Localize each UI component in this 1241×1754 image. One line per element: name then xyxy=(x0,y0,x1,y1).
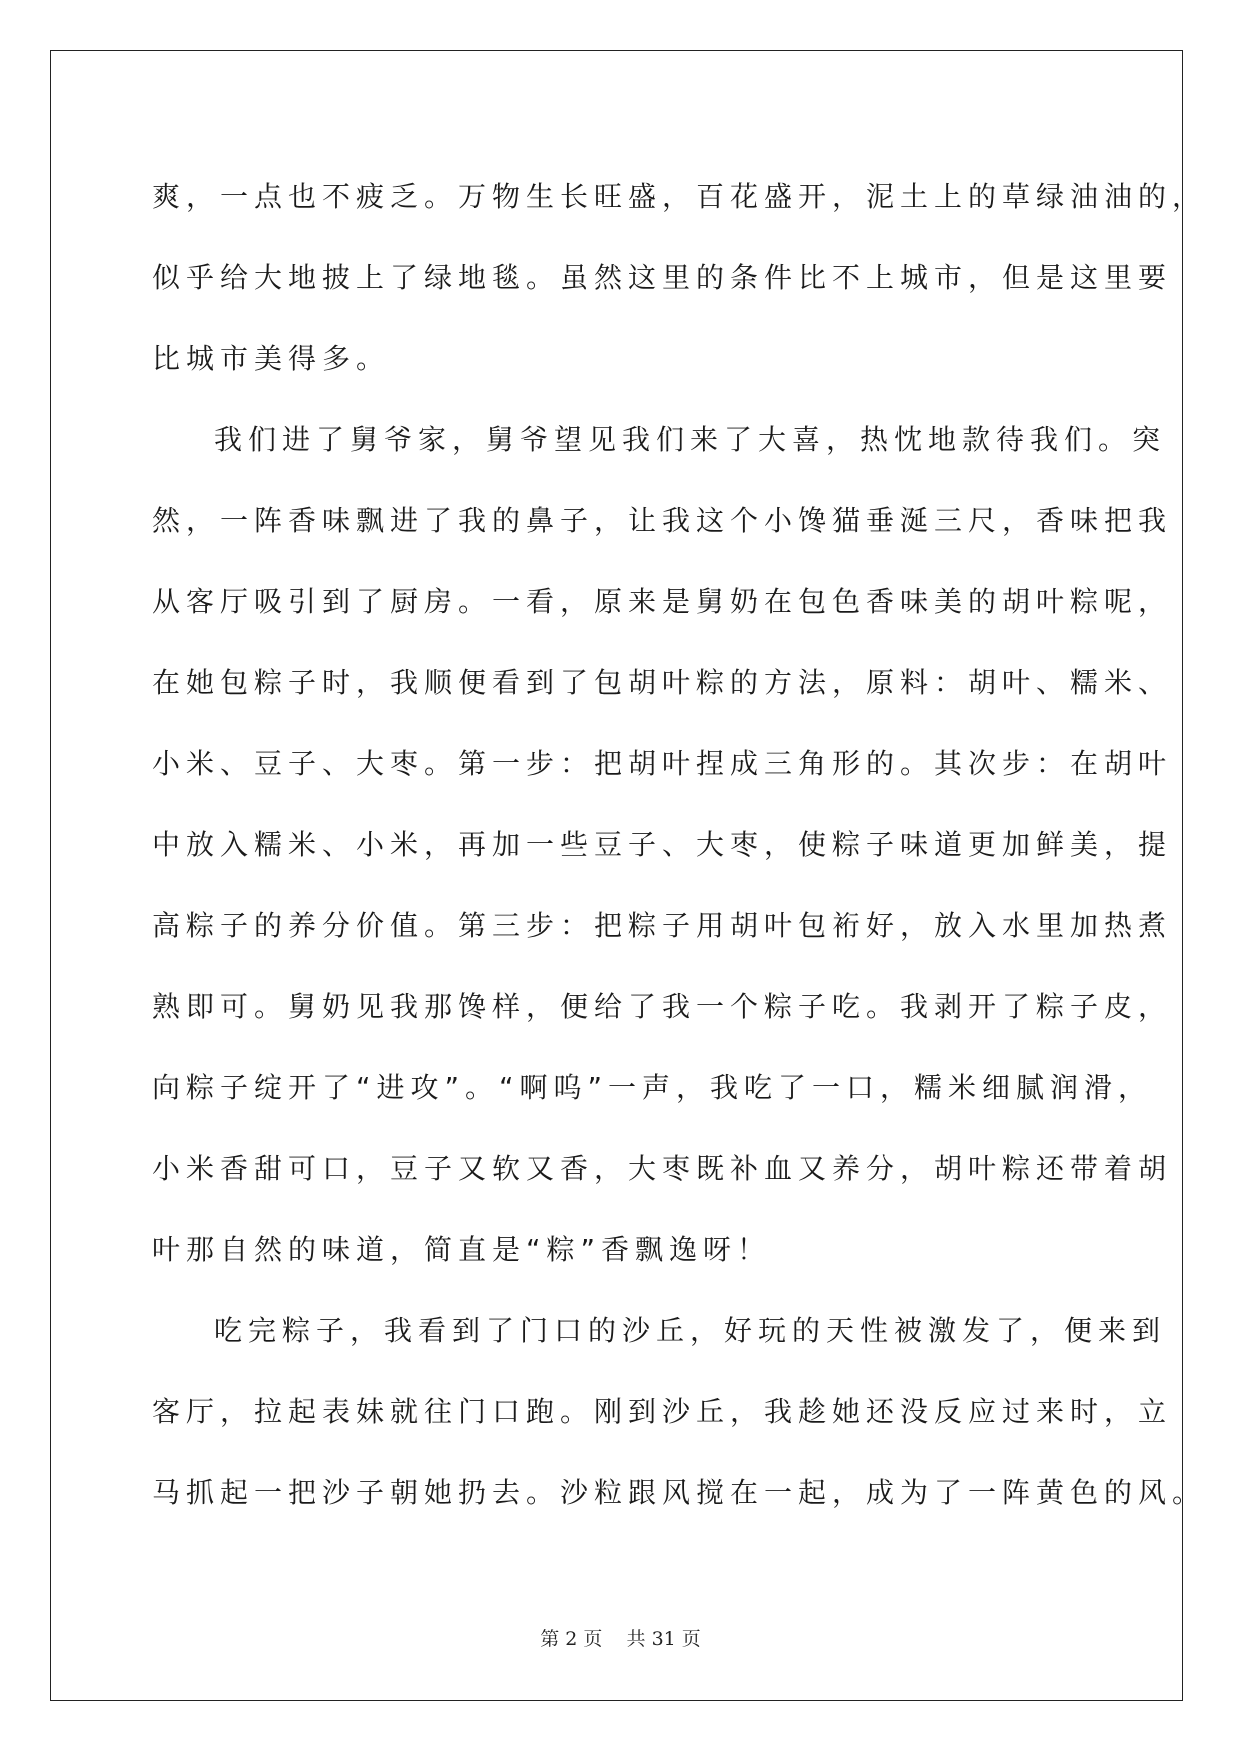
page-number: 第 2 页 共 31 页 xyxy=(540,1628,701,1650)
text-line: 我们进了舅爷家，舅爷望见我们来了大喜，热忱地款待我们。突 xyxy=(214,423,1167,456)
text-line: 吃完粽子，我看到了门口的沙丘，好玩的天性被激发了，便来到 xyxy=(214,1314,1167,1347)
text-line: 向粽子绽开了“进攻”。“啊呜”一声，我吃了一口，糯米细腻润滑， xyxy=(152,1071,1153,1104)
text-line: 小米、豆子、大枣。第一步：把胡叶捏成三角形的。其次步：在胡叶 xyxy=(152,747,1173,780)
text-line: 比城市美得多。 xyxy=(152,342,391,375)
text-line: 小米香甜可口，豆子又软又香，大枣既补血又养分，胡叶粽还带着胡 xyxy=(152,1152,1173,1185)
text-line: 爽，一点也不疲乏。万物生长旺盛，百花盛开，泥土上的草绿油油的， xyxy=(152,180,1207,213)
text-line: 在她包粽子时，我顺便看到了包胡叶粽的方法，原料：胡叶、糯米、 xyxy=(152,666,1173,699)
text-line: 叶那自然的味道，简直是“粽”香飘逸呀！ xyxy=(152,1233,772,1266)
text-line: 似乎给大地披上了绿地毯。虽然这里的条件比不上城市，但是这里要 xyxy=(152,261,1173,294)
text-line: 熟即可。舅奶见我那馋样，便给了我一个粽子吃。我剥开了粽子皮， xyxy=(152,990,1173,1023)
text-line: 中放入糯米、小米，再加一些豆子、大枣，使粽子味道更加鲜美，提 xyxy=(152,828,1173,861)
text-line: 然，一阵香味飘进了我的鼻子，让我这个小馋猫垂涎三尺，香味把我 xyxy=(152,504,1173,537)
text-line: 高粽子的养分价值。第三步：把粽子用胡叶包裄好，放入水里加热煮 xyxy=(152,909,1173,942)
text-line: 马抓起一把沙子朝她扔去。沙粒跟风搅在一起，成为了一阵黄色的风。 xyxy=(152,1476,1207,1509)
text-line: 从客厅吸引到了厨房。一看，原来是舅奶在包色香味美的胡叶粽呢， xyxy=(152,585,1173,618)
text-line: 客厅，拉起表妹就往门口跑。刚到沙丘，我趁她还没反应过来时，立 xyxy=(152,1395,1173,1428)
document-body xyxy=(152,156,1207,1533)
